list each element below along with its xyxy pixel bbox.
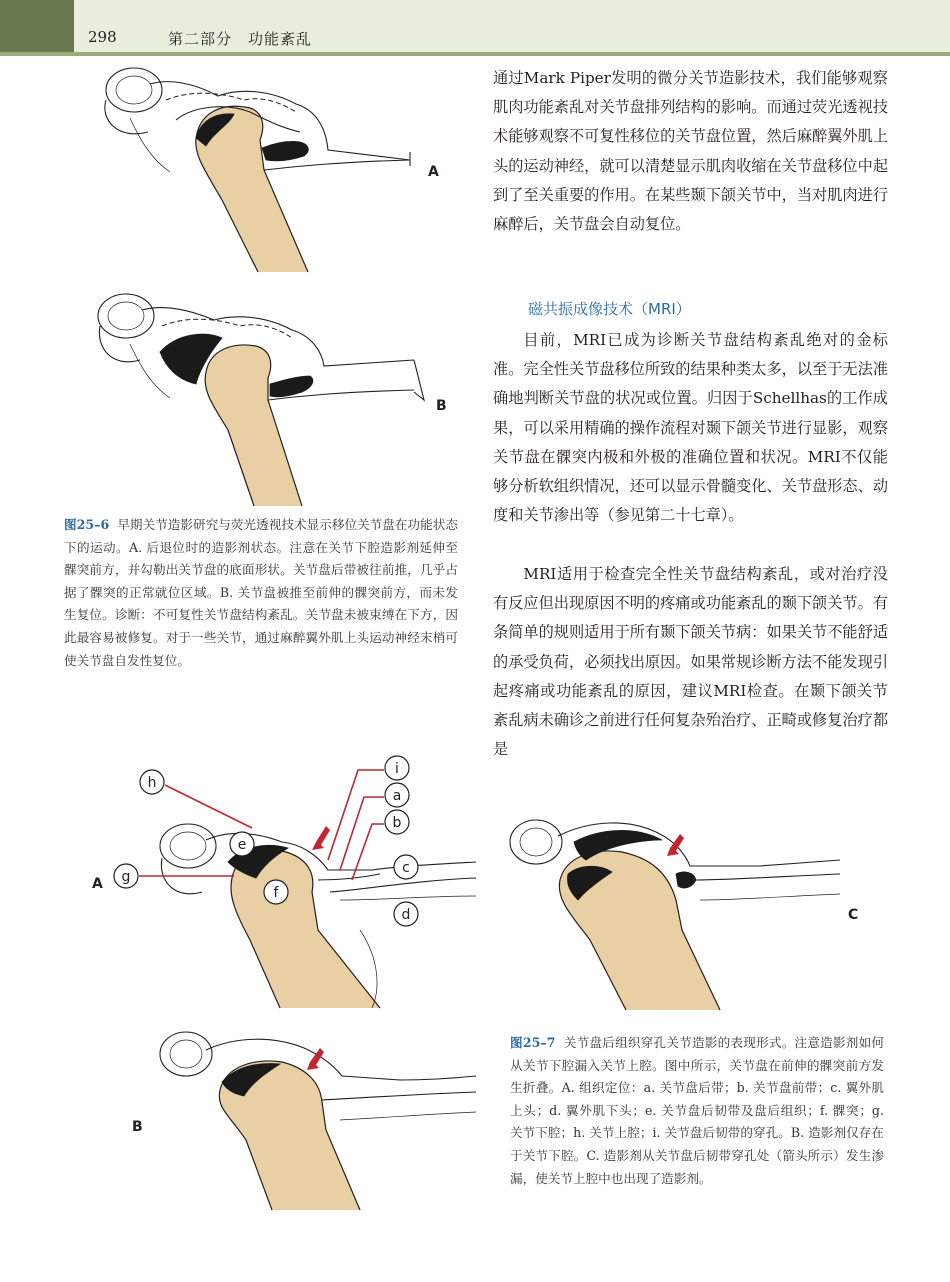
marker-g	[114, 864, 138, 888]
page-number: 298	[88, 28, 117, 46]
svg-text:g: g	[121, 869, 131, 885]
svg-text:h: h	[147, 775, 157, 791]
svg-text:e: e	[237, 837, 247, 853]
marker-c	[394, 855, 418, 879]
fig-25-6-panel-a-letter: A	[428, 164, 439, 180]
marker-i	[385, 756, 409, 780]
marker-i-pointer	[328, 770, 384, 860]
fig-25-7-a-arrow-icon	[312, 826, 330, 850]
marker-f	[264, 880, 288, 904]
fig-25-7-caption-text: 关节盘后组织穿孔关节造影的表现形式。注意造影剂如何从关节下腔漏入关节上腔。图中所示，关节盘在前伸的髁突前方发生折叠。A. 组织定位：a. 关节盘后带；b. 关节盘前带；c. 翼外肌上头；d. 翼外肌下头；e. 关节盘后韧带及盘后组织；f. 髁突；g. 关节下腔；h. 关节上腔；i. 关节盘后韧带的穿孔。B. 造影剂仅存在于关节下腔。C. 造影剂从关节盘后韧带穿孔处（箭头所示）发生渗漏，使关节上腔中也出现了造影剂。	[510, 1035, 884, 1186]
marker-e	[230, 832, 254, 856]
section-heading-mri: 磁共振成像技术（MRI）	[528, 300, 691, 318]
marker-h	[140, 770, 164, 794]
svg-text:f: f	[273, 885, 279, 901]
svg-text:i: i	[395, 761, 399, 777]
fig-25-6-caption-text: 早期关节造影研究与荧光透视技术显示移位关节盘在功能状态下的运动。A. 后退位时的造影剂状态。注意在关节下腔造影剂延伸至髁突前方，并勾勒出关节盘的底面形状。关节盘后带被往前推，几乎占据了髁突的正常就位区域。B. 关节盘被推至前伸的髁突前方，而未发生复位。诊断：不可复性关节盘结构紊乱。关节盘未被束缚在下方，因此最容易被修复。对于一些关节，通过麻醉翼外肌上头运动神经末梢可使关节盘自发性复位。	[64, 517, 458, 668]
fig-25-6-caption	[64, 514, 458, 672]
svg-text:a: a	[392, 788, 402, 804]
marker-b-pointer	[352, 824, 384, 880]
fig-25-7-panel-b-letter: B	[132, 1119, 143, 1135]
fig-25-7-b-arrow-icon	[307, 1048, 324, 1070]
part-title: 第二部分 功能紊乱	[168, 30, 313, 48]
marker-a-pointer	[340, 797, 384, 870]
fig-25-6-panel-b-letter: B	[436, 398, 447, 414]
body-paragraph-2: 目前，MRI已成为诊断关节盘结构紊乱绝对的金标准。完全性关节盘移位所致的结果种类太多，以至于无法准确地判断关节盘的状况或位置。归因于Schellhas的工作成果，可以采用精确的操作流程对颞下颌关节进行显影，观察关节盘在髁突内极和外极的准确位置和状况。MRI不仅能够分析软组织情况，还可以显示骨髓变化、关节盘形态、动度和关节渗出等（参见第二十七章）。	[493, 331, 888, 525]
svg-text:c: c	[402, 860, 410, 876]
svg-text:b: b	[392, 815, 402, 831]
fig-25-7-label: 图25–7	[510, 1035, 556, 1050]
marker-a	[385, 783, 409, 807]
marker-h-pointer	[165, 785, 252, 828]
fig-25-7-panel-a-drawing	[160, 824, 476, 1008]
fig-25-6-panel-a-drawing	[105, 68, 410, 272]
fig-25-7-c-arrow-icon	[667, 834, 684, 856]
fig-25-7-panel-c-letter: C	[848, 907, 859, 923]
body-paragraph-1: 通过Mark Piper发明的微分关节造影技术，我们能够观察肌肉功能紊乱对关节盘排列结构的影响。而通过荧光透视技术能够观察不可复性移位的关节盘位置，然后麻醉翼外肌上头的运动神经，就可以清楚显示肌肉收缩在关节盘移位中起到了至关重要的作用。在某些颞下颌关节中，当对肌肉进行麻醉后，关节盘会自动复位。	[493, 69, 888, 234]
fig-25-7-caption	[510, 1032, 884, 1190]
fig-25-6-panel-b-drawing	[98, 294, 424, 506]
marker-b	[385, 810, 409, 834]
fig-25-6-label: 图25–6	[64, 517, 110, 532]
body-paragraph-3: MRI适用于检查完全性关节盘结构紊乱，或对治疗没有反应但出现原因不明的疼痛或功能紊乱的颞下颌关节。有条简单的规则适用于所有颞下颌关节病：如果关节不能舒适的承受负荷，必须找出原因。如果常规诊断方法不能发现引起疼痛或功能紊乱的原因，建议MRI检查。在颞下颌关节紊乱病未确诊之前进行任何复杂殆治疗、正畸或修复治疗都是	[493, 565, 888, 759]
marker-d	[394, 902, 418, 926]
svg-text:d: d	[401, 907, 411, 923]
fig-25-7-panel-a-letter: A	[92, 876, 103, 892]
